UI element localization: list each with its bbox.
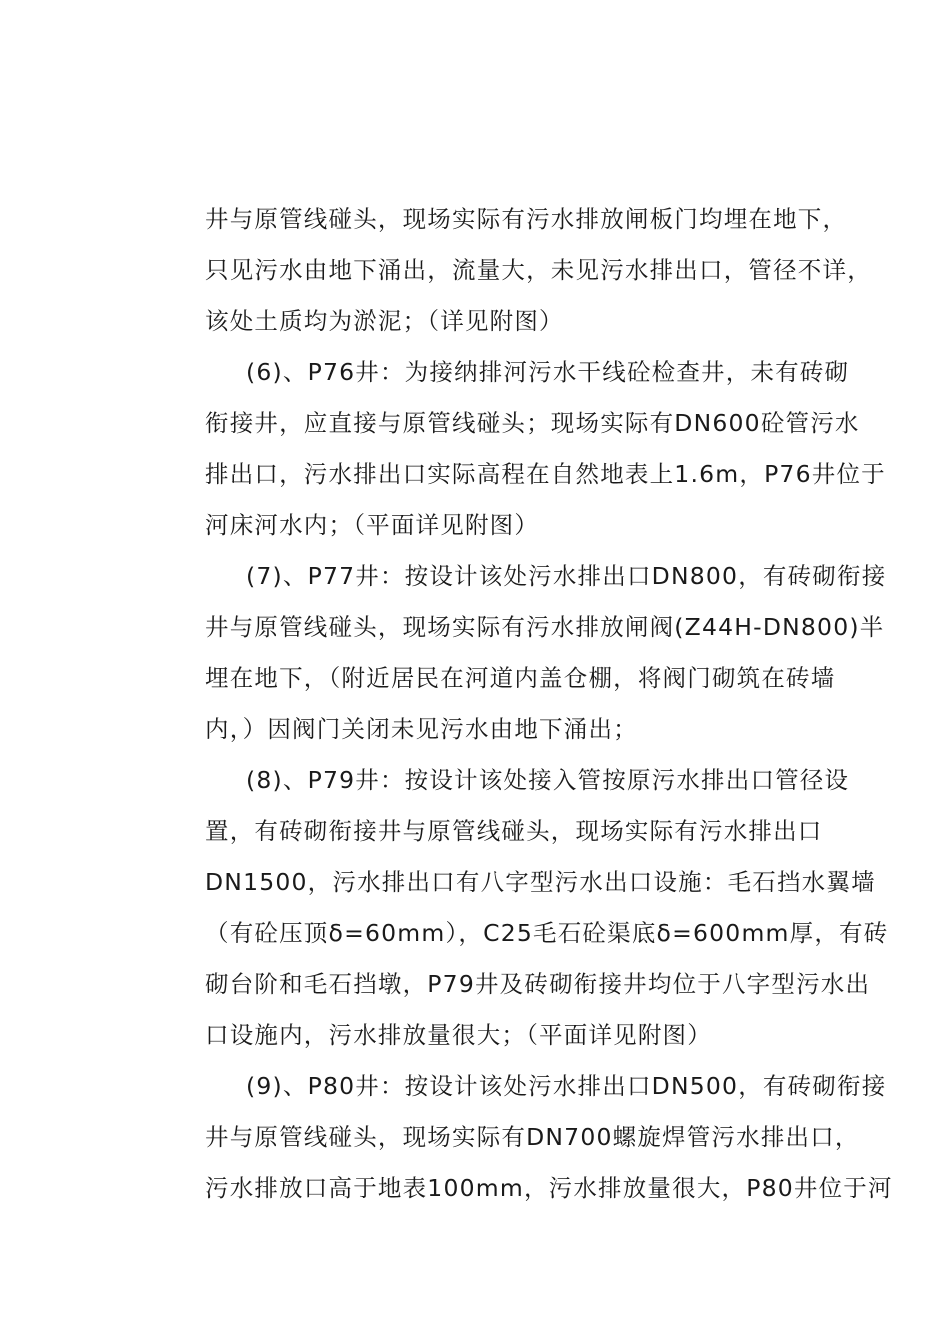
text-line: (7)、P77井：按设计该处污水排出口DN800，有砖砌衔接 xyxy=(246,562,887,590)
text-line: 衔接井，应直接与原管线碰头；现场实际有DN600砼管污水 xyxy=(205,409,860,437)
text-line: (9)、P80井：按设计该处污水排出口DN500，有砖砌衔接 xyxy=(246,1072,887,1100)
text-line: 只见污水由地下涌出，流量大，未见污水排出口，管径不详， xyxy=(205,256,872,284)
text-line: 砌台阶和毛石挡墩，P79井及砖砌衔接井均位于八字型污水出 xyxy=(205,970,871,998)
text-line: DN1500，污水排出口有八字型污水出口设施：毛石挡水翼墙 xyxy=(205,868,876,896)
text-line: 井与原管线碰头，现场实际有污水排放闸板门均埋在地下， xyxy=(205,205,848,233)
text-line: 河床河水内；（平面详见附图） xyxy=(205,511,540,539)
text-line: 口设施内，污水排放量很大；（平面详见附图） xyxy=(205,1021,712,1049)
text-line: (8)、P79井：按设计该处接入管按原污水排出口管径设 xyxy=(246,766,850,794)
text-line: 内，）因阀门关闭未见污水由地下涌出； xyxy=(205,715,638,743)
text-line: 置，有砖砌衔接井与原管线碰头，现场实际有污水排出口 xyxy=(205,817,823,845)
text-line: （有砼压顶δ=60mm），C25毛石砼渠底δ=600mm厚，有砖 xyxy=(205,919,889,947)
text-line: 埋在地下，（附近居民在河道内盖仓棚，将阀门砌筑在砖墙 xyxy=(205,664,836,692)
text-line: 污水排放口高于地表100mm，污水排放量很大，P80井位于河 xyxy=(205,1174,893,1202)
text-line: 井与原管线碰头，现场实际有DN700螺旋焊管污水排出口， xyxy=(205,1123,860,1151)
text-line: 井与原管线碰头，现场实际有污水排放闸阀(Z44H-DN800)半 xyxy=(205,613,885,641)
text-line: (6)、P76井：为接纳排河污水干线砼检查井，未有砖砌 xyxy=(246,358,850,386)
text-line: 排出口，污水排出口实际高程在自然地表上1.6m，P76井位于 xyxy=(205,460,886,488)
text-line: 该处土质均为淤泥；（详见附图） xyxy=(205,307,564,335)
